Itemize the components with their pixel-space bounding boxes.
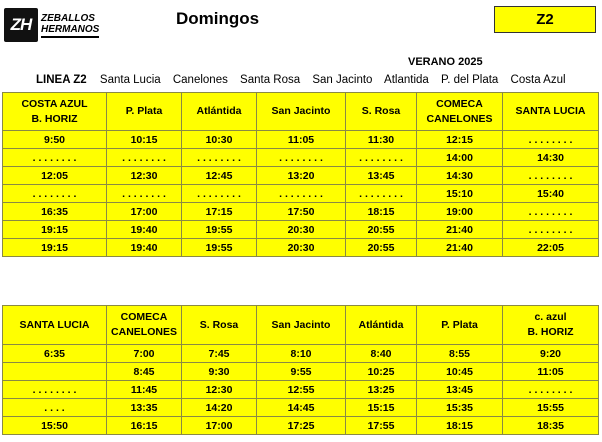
time-cell: 12:15 [417,131,503,149]
table-row [3,167,599,185]
time-cell: 11:30 [346,131,417,149]
inbound-header-row [3,306,599,345]
time-cell: 13:45 [346,167,417,185]
time-cell: 11:05 [503,363,599,381]
line-stop: San Jacinto [312,74,373,86]
line-stop: Canelones [172,74,228,86]
time-cell: 11:05 [257,131,346,149]
column-header-text: COMECA [120,311,168,323]
column-header-text: B. HORIZ [527,326,574,338]
time-cell: 13:45 [417,381,503,399]
time-cell: 8:45 [107,363,182,381]
logo-text-line2: HERMANOS [41,23,100,35]
time-cell: 13:20 [257,167,346,185]
time-cell: 7:45 [182,345,257,363]
column-header-text: SANTA LUCIA [515,105,586,117]
time-cell: 17:00 [107,203,182,221]
time-cell: 10:15 [107,131,182,149]
column-header [417,93,503,131]
time-cell: 18:35 [503,417,599,435]
time-cell: 16:35 [3,203,107,221]
table-row [3,363,599,381]
time-cell: 17:55 [346,417,417,435]
column-header-text: SANTA LUCIA [19,318,90,331]
logo-text [41,13,99,38]
column-header-text: P. Plata [125,105,163,117]
time-cell: . . . . . . . . [346,185,417,203]
time-cell: 15:55 [503,399,599,417]
time-cell: 11:45 [107,381,182,399]
time-cell: . . . . [3,399,107,417]
column-header-text: COMECA [436,97,483,110]
time-cell: 13:25 [346,381,417,399]
column-header-text: Atlántida [196,105,242,117]
column-header-text: S. Rosa [199,318,239,331]
column-header [257,306,346,345]
time-cell: 12:30 [182,381,257,399]
time-cell: 9:50 [3,131,107,149]
time-cell: 12:05 [3,167,107,185]
table-row [3,203,599,221]
table-row [3,185,599,203]
season-label: VERANO 2025 [408,56,483,68]
time-cell: 19:55 [182,221,257,239]
time-cell: 19:55 [182,239,257,257]
time-cell: 17:00 [182,417,257,435]
line-stop: Santa Lucia [99,74,161,86]
column-header-text: Atlántida [358,318,404,331]
time-cell: 16:15 [107,417,182,435]
column-header [3,306,107,345]
time-cell: 6:35 [3,345,107,363]
time-cell: 17:25 [257,417,346,435]
line-stop: Costa Azul [510,74,566,86]
time-cell: . . . . . . . . [346,149,417,167]
column-header [503,306,599,345]
route-code-badge: Z2 [494,6,596,33]
time-cell: . . . . . . . . [257,185,346,203]
table-row [3,221,599,239]
company-logo [4,6,104,44]
time-cell: 20:55 [346,239,417,257]
time-cell: . . . . . . . . [503,381,599,399]
column-header-text: B. HORIZ [31,112,78,125]
time-cell: 15:50 [3,417,107,435]
time-cell: 22:05 [503,239,599,257]
time-cell: 15:15 [346,399,417,417]
column-header [257,93,346,131]
time-cell: . . . . . . . . [107,149,182,167]
time-cell: 20:55 [346,221,417,239]
time-cell: 12:30 [107,167,182,185]
day-title: Domingos [176,9,260,28]
time-cell: 15:35 [417,399,503,417]
column-header [182,306,257,345]
table-row [3,399,599,417]
time-cell: 19:40 [107,239,182,257]
time-cell: 8:55 [417,345,503,363]
inbound-schedule-table [2,305,599,435]
time-cell: 19:40 [107,221,182,239]
time-cell: 18:15 [417,417,503,435]
time-cell: 17:15 [182,203,257,221]
time-cell: 10:30 [182,131,257,149]
time-cell: 14:20 [182,399,257,417]
time-cell: 8:40 [346,345,417,363]
time-cell: . . . . . . . . [503,221,599,239]
column-header [346,306,417,345]
time-cell [3,363,107,381]
time-cell: 14:00 [417,149,503,167]
time-cell: . . . . . . . . [182,185,257,203]
table-row [3,417,599,435]
time-cell: 7:00 [107,345,182,363]
column-header-text: CANELONES [426,112,493,125]
line-stop: Atlantida [384,74,429,86]
table-row [3,149,599,167]
time-cell: 19:15 [3,239,107,257]
column-header [503,93,599,131]
outbound-schedule-table [2,92,599,257]
time-cell: . . . . . . . . [503,203,599,221]
time-cell: . . . . . . . . [503,131,599,149]
time-cell: 12:45 [182,167,257,185]
line-stop: Santa Rosa [240,74,301,86]
column-header [107,306,182,345]
table-row [3,239,599,257]
time-cell: 12:55 [257,381,346,399]
time-cell: 20:30 [257,239,346,257]
column-header-text: COSTA AZUL [21,97,88,110]
column-header-text: S. Rosa [361,105,401,117]
time-cell: 15:10 [417,185,503,203]
time-cell: 9:30 [182,363,257,381]
time-cell: . . . . . . . . [257,149,346,167]
time-cell: 9:20 [503,345,599,363]
time-cell: 10:45 [417,363,503,381]
time-cell: 17:50 [257,203,346,221]
column-header [417,306,503,345]
time-cell: 21:40 [417,221,503,239]
time-cell: 18:15 [346,203,417,221]
time-cell: . . . . . . . . [107,185,182,203]
column-header-text: San Jacinto [271,105,331,117]
column-header [182,93,257,131]
table-row [3,131,599,149]
time-cell: 19:15 [3,221,107,239]
table-row [3,381,599,399]
column-header [346,93,417,131]
time-cell: 14:30 [417,167,503,185]
time-cell: . . . . . . . . [503,167,599,185]
time-cell: 14:30 [503,149,599,167]
line-stops-row [36,74,602,86]
time-cell: 8:10 [257,345,346,363]
line-stop: P. del Plata [441,74,499,86]
logo-text-line1: ZEBALLOS [41,12,95,24]
column-header-text: CANELONES [111,326,177,338]
time-cell: 10:25 [346,363,417,381]
time-cell: 14:45 [257,399,346,417]
column-header-text: P. Plata [441,318,478,331]
time-cell: . . . . . . . . [3,381,107,399]
column-header [107,93,182,131]
column-header-text: San Jacinto [271,318,331,331]
column-header-text: c. azul [534,311,567,323]
table-row [3,345,599,363]
line-code: LINEA Z2 [36,74,87,86]
time-cell: . . . . . . . . [182,149,257,167]
time-cell: 20:30 [257,221,346,239]
time-cell: . . . . . . . . [3,185,107,203]
time-cell: 15:40 [503,185,599,203]
column-header [3,93,107,131]
outbound-header-row [3,93,599,131]
time-cell: 9:55 [257,363,346,381]
logo-mark: ZH [4,8,38,42]
time-cell: 19:00 [417,203,503,221]
time-cell: . . . . . . . . [3,149,107,167]
time-cell: 13:35 [107,399,182,417]
time-cell: 21:40 [417,239,503,257]
